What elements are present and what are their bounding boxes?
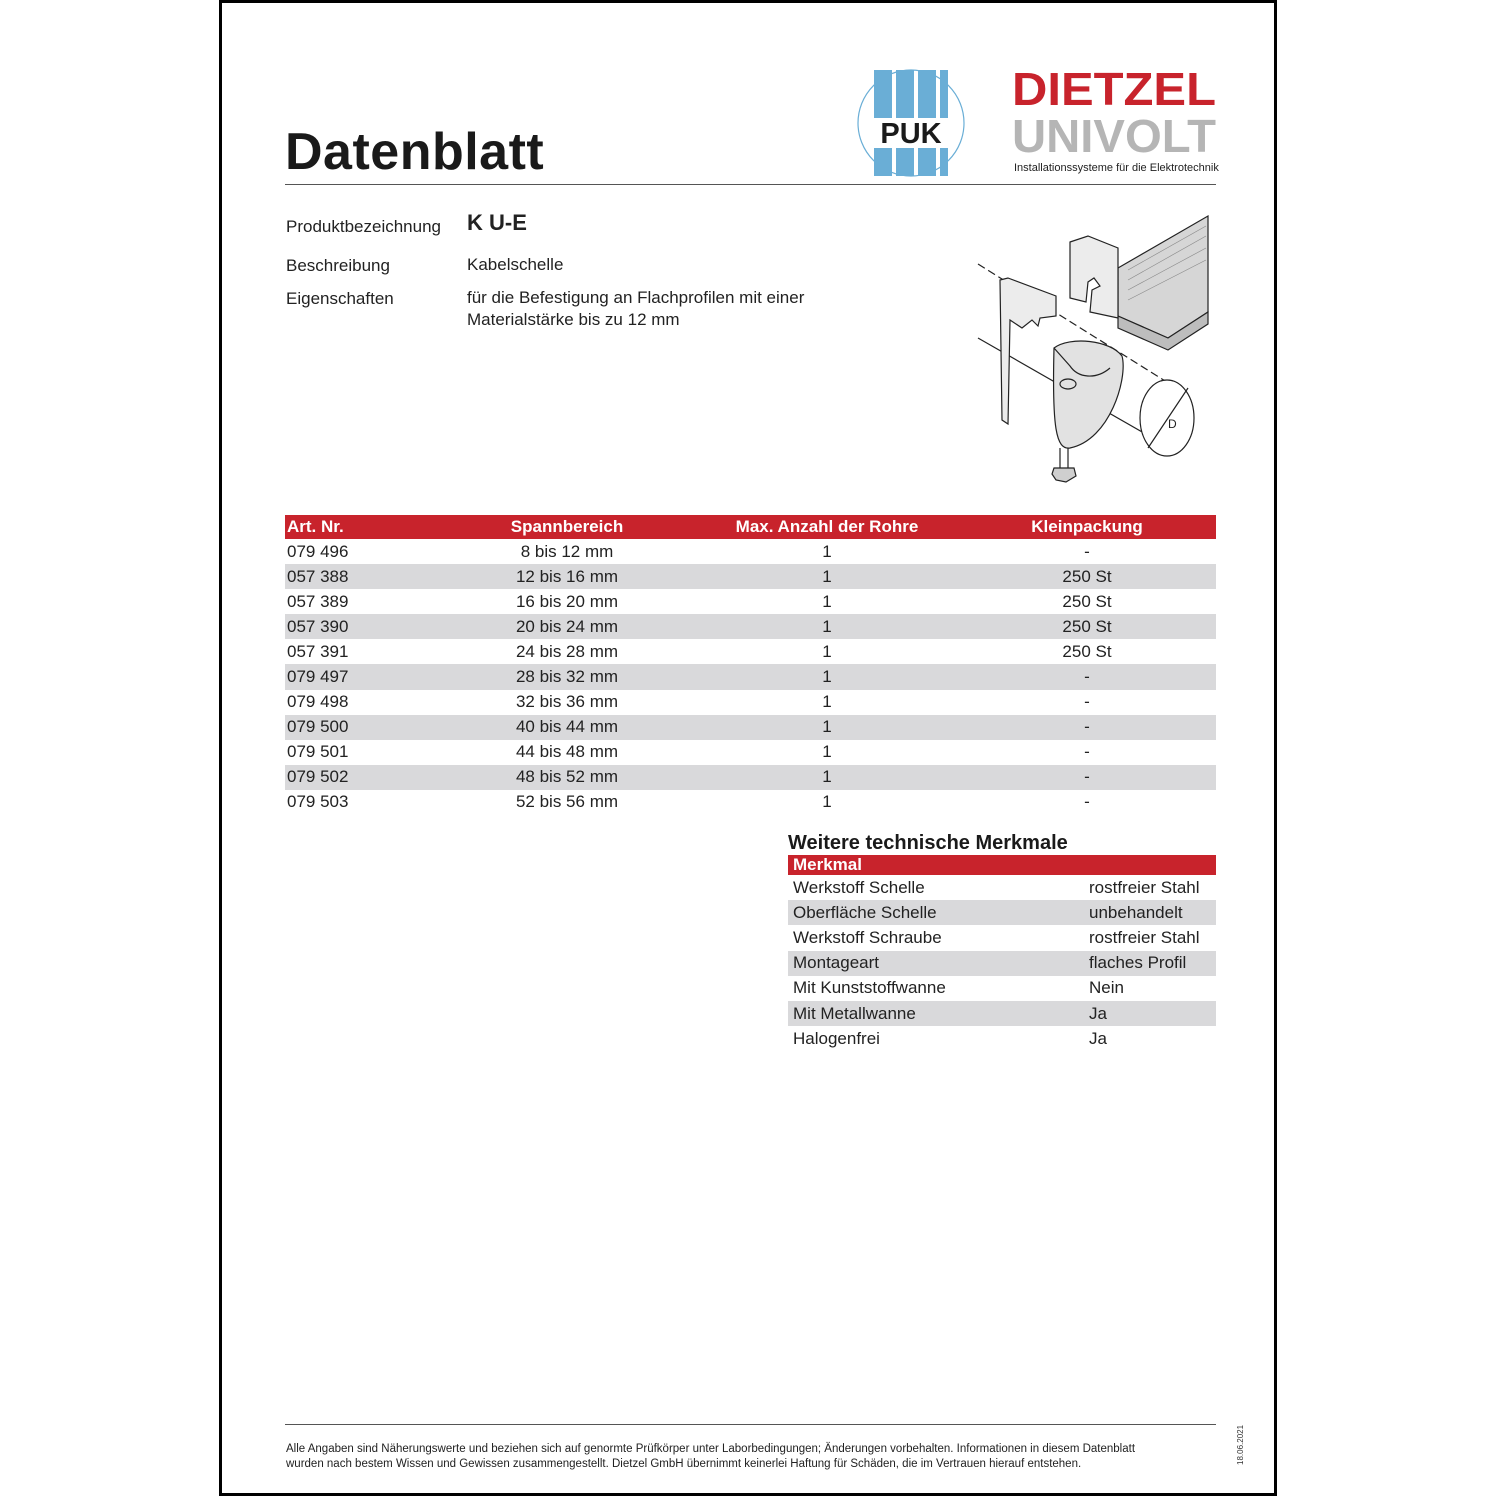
clamping-range: 12 bis 16 mm [515,566,619,586]
table-row [285,690,1216,715]
article-number: 057 390 [287,616,349,636]
small-pack: - [1084,541,1090,561]
feature-key: Mit Metallwanne [793,1003,916,1023]
footer-divider [285,1424,1216,1425]
feature-value: unbehandelt [1089,902,1183,922]
clamping-range: 24 bis 28 mm [515,641,619,661]
feature-value: rostfreier Stahl [1089,927,1200,947]
feature-key: Halogenfrei [793,1028,880,1048]
feature-value: Ja [1089,1028,1107,1048]
feature-value: flaches Profil [1089,953,1187,973]
document-date: 18.06.2021 [1236,1424,1245,1465]
small-pack: 250 St [1062,616,1112,636]
feature-row [788,875,1216,900]
article-number: 079 503 [287,792,349,812]
clamping-range: 28 bis 32 mm [515,667,619,687]
feature-row [788,1026,1216,1051]
page-title: Datenblatt [285,123,545,181]
max-tubes: 1 [822,692,832,712]
header-article-number: Art. Nr. [287,517,344,536]
header-clamping-range: Spannbereich [510,517,624,536]
table-row [285,664,1216,689]
properties-line-2: Materialstärke bis zu 12 mm [467,310,680,329]
table-row [285,639,1216,664]
product-name-value: K U-E [467,210,527,235]
brand-tagline: Installationssysteme für die Elektrotechnik [1014,162,1219,174]
table-row [285,589,1216,614]
max-tubes: 1 [822,742,832,762]
small-pack: 250 St [1062,591,1112,611]
clamping-range: 20 bis 24 mm [515,616,619,636]
product-drawing [970,208,1220,488]
max-tubes: 1 [822,641,832,661]
small-pack: - [1084,767,1090,787]
properties-label: Eigenschaften [286,289,394,308]
article-table [285,515,1216,815]
article-number: 079 500 [287,717,349,737]
description-label: Beschreibung [286,256,390,275]
footer-disclaimer [286,1442,1221,1472]
properties-line-1: für die Befestigung an Flachprofilen mit einer [467,288,805,307]
small-pack: - [1084,742,1090,762]
max-tubes: 1 [822,566,832,586]
max-tubes: 1 [822,792,832,812]
table-row [285,790,1216,815]
article-number: 079 498 [287,692,349,712]
features-table [788,855,1216,1051]
max-tubes: 1 [822,591,832,611]
small-pack: - [1084,692,1090,712]
table-row [285,715,1216,740]
dietzel-logo-text: DIETZEL [1012,64,1216,115]
feature-key: Mit Kunststoffwanne [793,978,946,998]
max-tubes: 1 [822,667,832,687]
puk-logo [856,68,966,178]
features-table-header: Merkmal [788,855,1216,875]
dietzel-univolt-logo [1012,64,1218,156]
table-row [285,740,1216,765]
small-pack: - [1084,792,1090,812]
feature-key: Werkstoff Schraube [793,927,942,947]
properties-value [467,287,804,331]
max-tubes: 1 [822,616,832,636]
small-pack: 250 St [1062,566,1112,586]
feature-value: Nein [1089,978,1124,998]
product-name-label: Produktbezeichnung [286,217,442,236]
table-row [285,539,1216,564]
feature-row [788,925,1216,950]
article-number: 079 501 [287,742,349,762]
title-divider [285,184,1216,185]
univolt-logo-text: UNIVOLT [1012,110,1216,156]
feature-row [788,1001,1216,1026]
feature-value: Ja [1089,1003,1107,1023]
clamping-range: 44 bis 48 mm [515,742,619,762]
footer-line-2: wurden nach bestem Wissen und Gewissen zusammengestellt. Dietzel GmbH übernimmt keinerlei Haftung für Schäden, die im Vertrauen hierauf entstehen. [286,1458,1082,1470]
clamping-range: 48 bis 52 mm [515,767,619,787]
article-number: 057 389 [287,591,349,611]
feature-key: Montageart [793,953,879,973]
feature-row [788,976,1216,1001]
max-tubes: 1 [822,767,832,787]
article-number: 079 497 [287,667,349,687]
small-pack: 250 St [1062,641,1112,661]
features-title: Weitere technische Merkmale [788,832,1068,854]
small-pack: - [1084,717,1090,737]
table-row [285,614,1216,639]
article-number: 057 388 [287,566,349,586]
max-tubes: 1 [822,541,832,561]
puk-logo-text: PUK [880,118,942,150]
feature-value: rostfreier Stahl [1089,877,1200,897]
article-number: 079 502 [287,767,349,787]
feature-key: Oberfläche Schelle [793,902,937,922]
feature-row [788,951,1216,976]
article-number: 057 391 [287,641,349,661]
clamping-range: 52 bis 56 mm [515,792,619,812]
max-tubes: 1 [822,717,832,737]
clamping-range: 32 bis 36 mm [515,692,619,712]
diameter-label: D [1168,417,1177,431]
description-value: Kabelschelle [467,255,564,274]
article-number: 079 496 [287,541,349,561]
article-table-header [285,515,1216,539]
table-row [285,765,1216,790]
header-max-tubes: Max. Anzahl der Rohre [735,517,919,536]
clamping-range: 40 bis 44 mm [515,717,619,737]
clamping-range: 16 bis 20 mm [515,591,619,611]
table-row [285,564,1216,589]
feature-row [788,900,1216,925]
clamping-range: 8 bis 12 mm [520,541,614,561]
footer-line-1: Alle Angaben sind Näherungswerte und beziehen sich auf genormte Prüfkörper unter Laborbedingungen; Änderungen vorbehalten. Informationen in diesem Datenblatt [286,1443,1136,1455]
small-pack: - [1084,667,1090,687]
feature-key: Werkstoff Schelle [793,877,925,897]
header-small-pack: Kleinpackung [1031,517,1143,536]
